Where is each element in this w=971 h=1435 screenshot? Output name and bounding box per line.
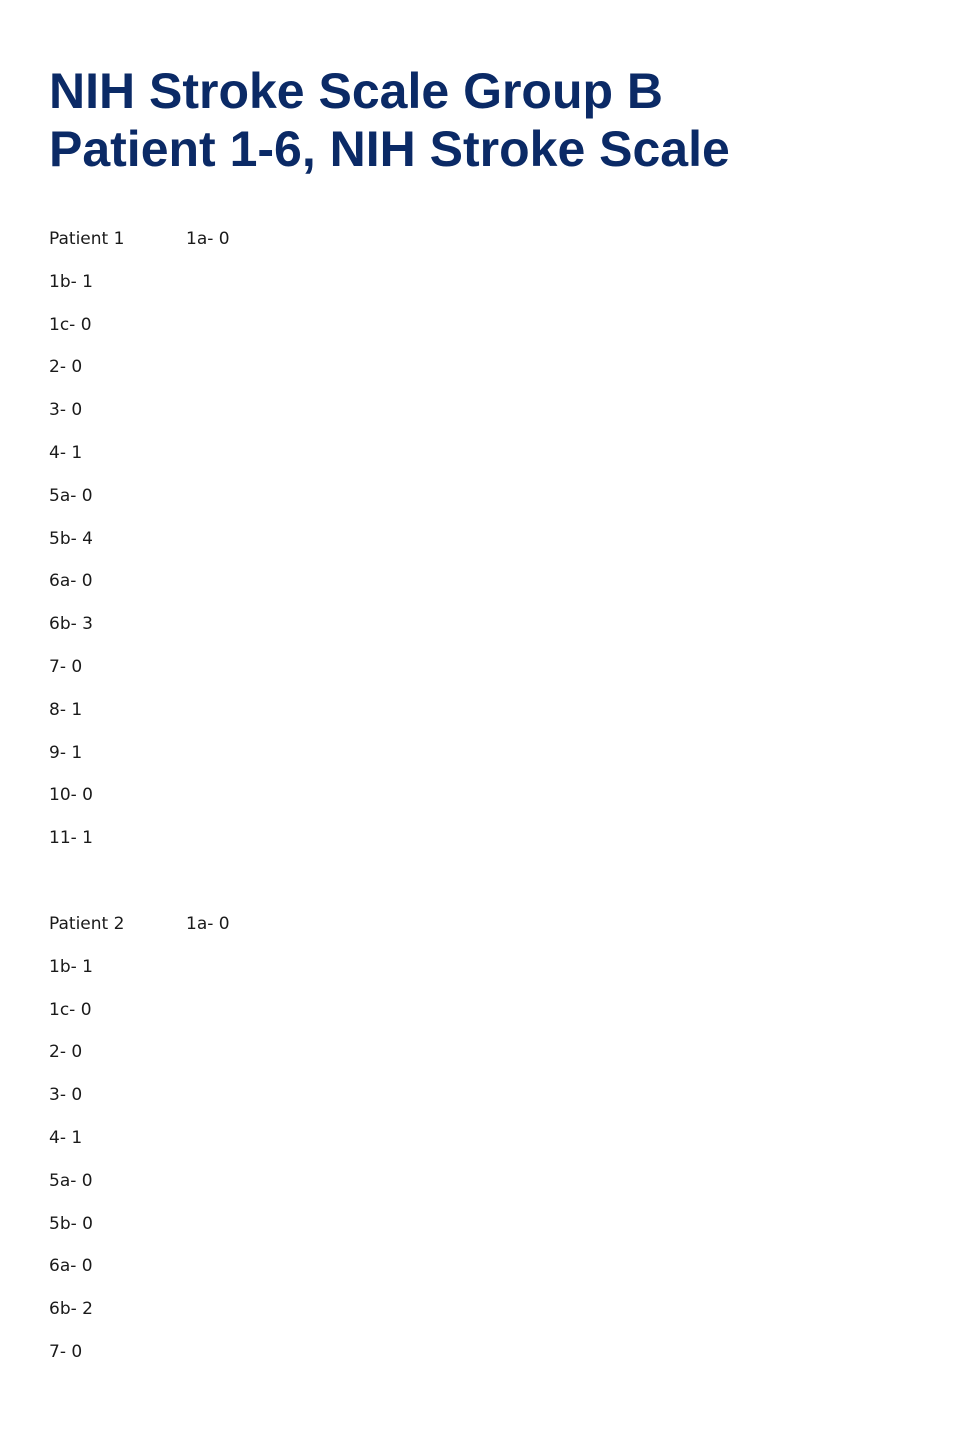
score-item: 1a- 0 (186, 914, 230, 934)
score-item: 1a- 0 (186, 229, 230, 249)
score-item: 1b- 1 (49, 956, 93, 977)
score-item: 6b- 3 (49, 614, 93, 635)
patient-1-scores (49, 228, 649, 870)
score-item: 5b- 4 (49, 528, 93, 549)
score-item: 4- 1 (49, 1127, 83, 1148)
score-item: 9- 1 (49, 742, 83, 763)
title-line-2: Patient 1-6, NIH Stroke Scale (49, 121, 730, 177)
score-item: 7- 0 (49, 1341, 83, 1362)
title-line-1: NIH Stroke Scale Group B (49, 63, 664, 119)
score-item: 2- 0 (49, 1042, 83, 1063)
document-title (49, 62, 929, 178)
score-item: 6a- 0 (49, 1256, 93, 1277)
score-item: 6b- 2 (49, 1299, 93, 1320)
score-item: 5b- 0 (49, 1213, 93, 1234)
patient-header-row (49, 228, 649, 271)
score-item: 2- 0 (49, 357, 83, 378)
score-item: 1c- 0 (49, 314, 92, 335)
score-item: 10- 0 (49, 785, 93, 806)
patient-2-scores (49, 913, 649, 1384)
score-item: 1b- 1 (49, 271, 93, 292)
score-item: 3- 0 (49, 1085, 83, 1106)
score-item: 5a- 0 (49, 1170, 93, 1191)
patient-label: Patient 1 (49, 229, 125, 249)
patient-label: Patient 2 (49, 914, 125, 934)
score-item: 8- 1 (49, 699, 83, 720)
patient-header-row (49, 913, 649, 956)
score-item: 3- 0 (49, 400, 83, 421)
score-item: 5a- 0 (49, 485, 93, 506)
score-item: 6a- 0 (49, 571, 93, 592)
score-item: 4- 1 (49, 442, 83, 463)
score-item: 11- 1 (49, 828, 93, 849)
score-item: 1c- 0 (49, 999, 92, 1020)
score-item: 7- 0 (49, 656, 83, 677)
